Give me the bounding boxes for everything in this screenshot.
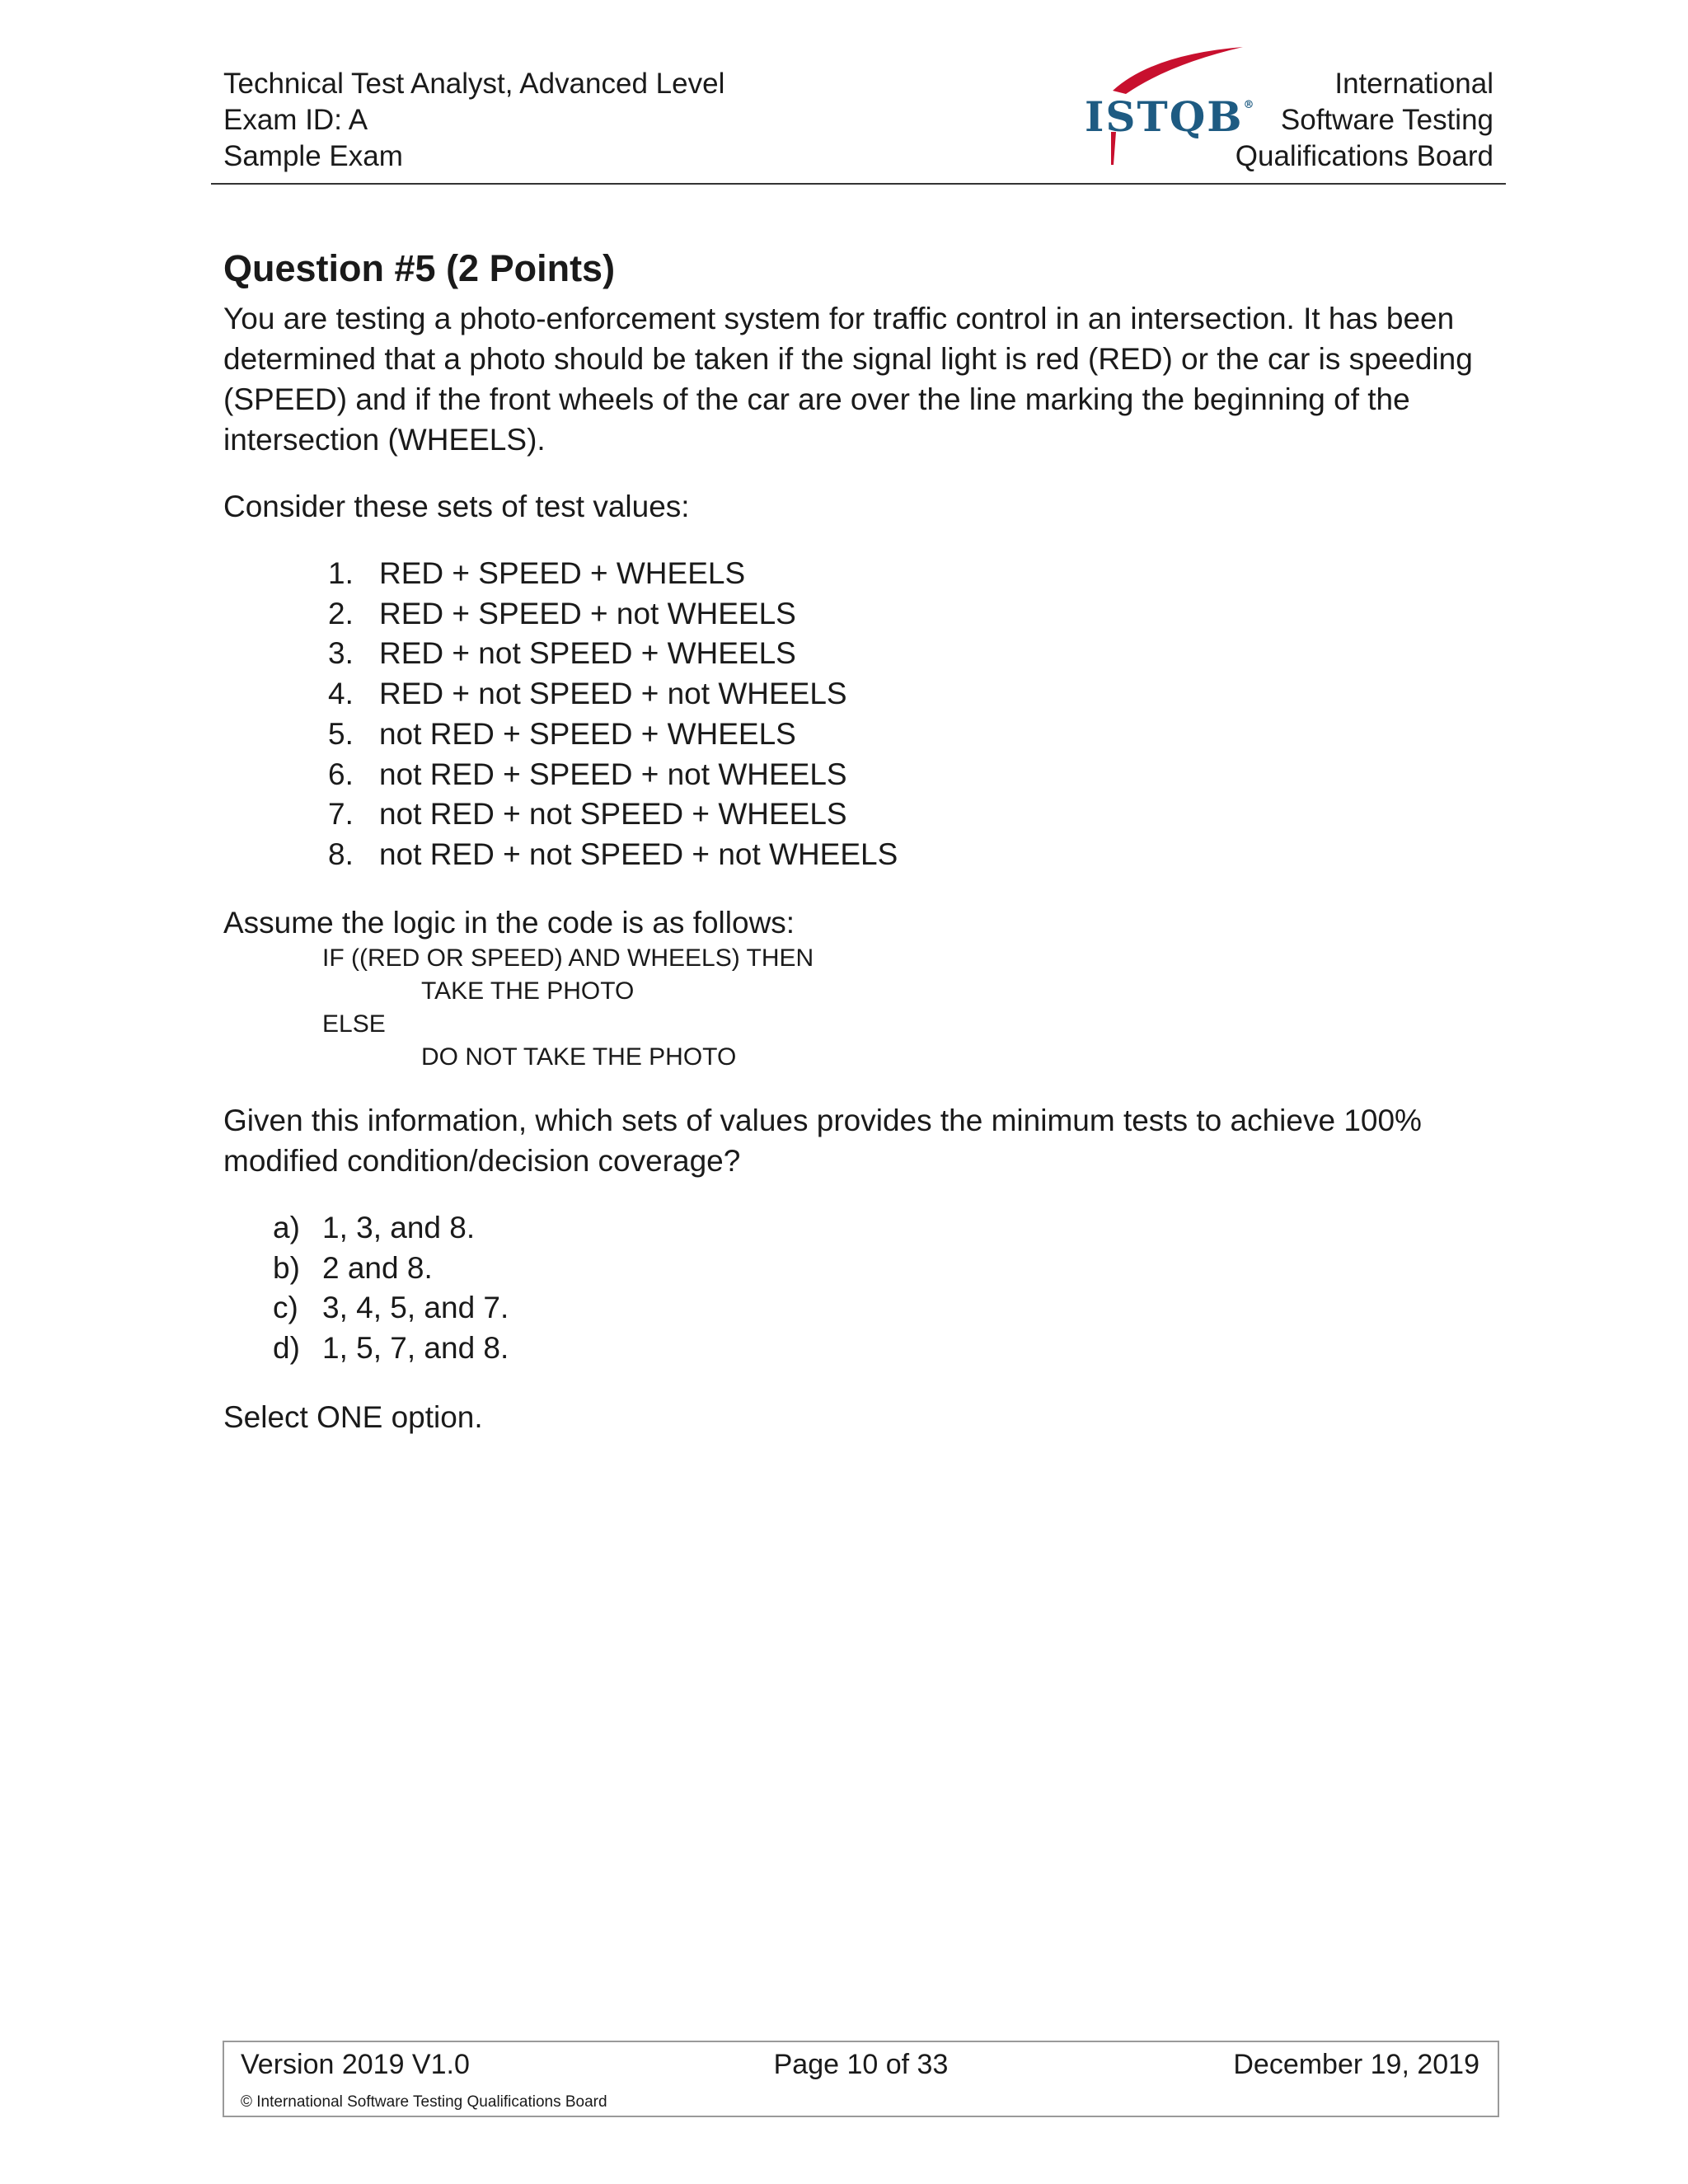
list-item: 1. RED + SPEED + WHEELS <box>328 556 746 590</box>
answer-option-b[interactable]: b) 2 and 8. <box>273 1250 433 1285</box>
list-item: 6. not RED + SPEED + not WHEELS <box>328 757 847 791</box>
header-divider <box>211 183 1506 185</box>
answer-option-d[interactable]: d) 1, 5, 7, and 8. <box>273 1331 509 1366</box>
list-item: 7. not RED + not SPEED + WHEELS <box>328 797 847 832</box>
list-item: 8. not RED + not SPEED + not WHEELS <box>328 837 898 871</box>
logo-wordmark: ISTQB® <box>1085 92 1256 141</box>
consider-text: Consider these sets of test values: <box>223 490 690 523</box>
list-item: 2. RED + SPEED + not WHEELS <box>328 596 796 630</box>
org-line-1: International <box>1334 68 1493 100</box>
list-item: 3. RED + not SPEED + WHEELS <box>328 636 796 671</box>
pseudo-code-block <box>322 942 814 1074</box>
code-line: DO NOT TAKE THE PHOTO <box>421 1043 737 1071</box>
test-values-list <box>328 554 898 875</box>
instruction-text: Select ONE option. <box>223 1400 483 1434</box>
footer-page-number: Page 10 of 33 <box>773 2049 949 2080</box>
exam-type: Sample Exam <box>223 140 403 172</box>
footer-version: Version 2019 V1.0 <box>241 2049 470 2080</box>
code-line: TAKE THE PHOTO <box>421 977 635 1005</box>
org-line-2: Software Testing <box>1280 104 1493 136</box>
org-line-3: Qualifications Board <box>1235 140 1493 172</box>
exam-id: Exam ID: A <box>223 104 368 136</box>
footer-copyright: © International Software Testing Qualifications Board <box>241 2093 607 2111</box>
question-prompt: Given this information, which sets of values provides the minimum tests to achieve 100% modified condition/decision coverage? <box>223 1104 1422 1178</box>
code-line: IF ((RED OR SPEED) AND WHEELS) THEN <box>322 944 814 972</box>
exam-level: Technical Test Analyst, Advanced Level <box>223 68 725 100</box>
header-right <box>1236 66 1493 175</box>
footer-date: December 19, 2019 <box>1233 2049 1479 2080</box>
header-left <box>223 66 724 175</box>
list-item: 4. RED + not SPEED + not WHEELS <box>328 677 847 711</box>
question-intro: You are testing a photo-enforcement system for traffic control in an intersection. It has been determined that a photo should be taken if the signal light is red (RED) or the car is speeding (SPEED) and if the front wheels of the car are over the line marking the beginning of the intersection (WHEELS). <box>223 302 1473 457</box>
istqb-logo <box>1078 43 1256 175</box>
answer-option-c[interactable]: c) 3, 4, 5, and 7. <box>273 1291 509 1325</box>
question-title: Question #5 (2 Points) <box>223 247 616 289</box>
page-footer <box>223 2041 1499 2117</box>
assume-text: Assume the logic in the code is as follows: <box>223 906 795 940</box>
list-item: 5. not RED + SPEED + WHEELS <box>328 716 796 751</box>
code-line: ELSE <box>322 1010 386 1038</box>
answer-option-a[interactable]: a) 1, 3, and 8. <box>273 1211 476 1244</box>
answer-options <box>273 1208 509 1369</box>
